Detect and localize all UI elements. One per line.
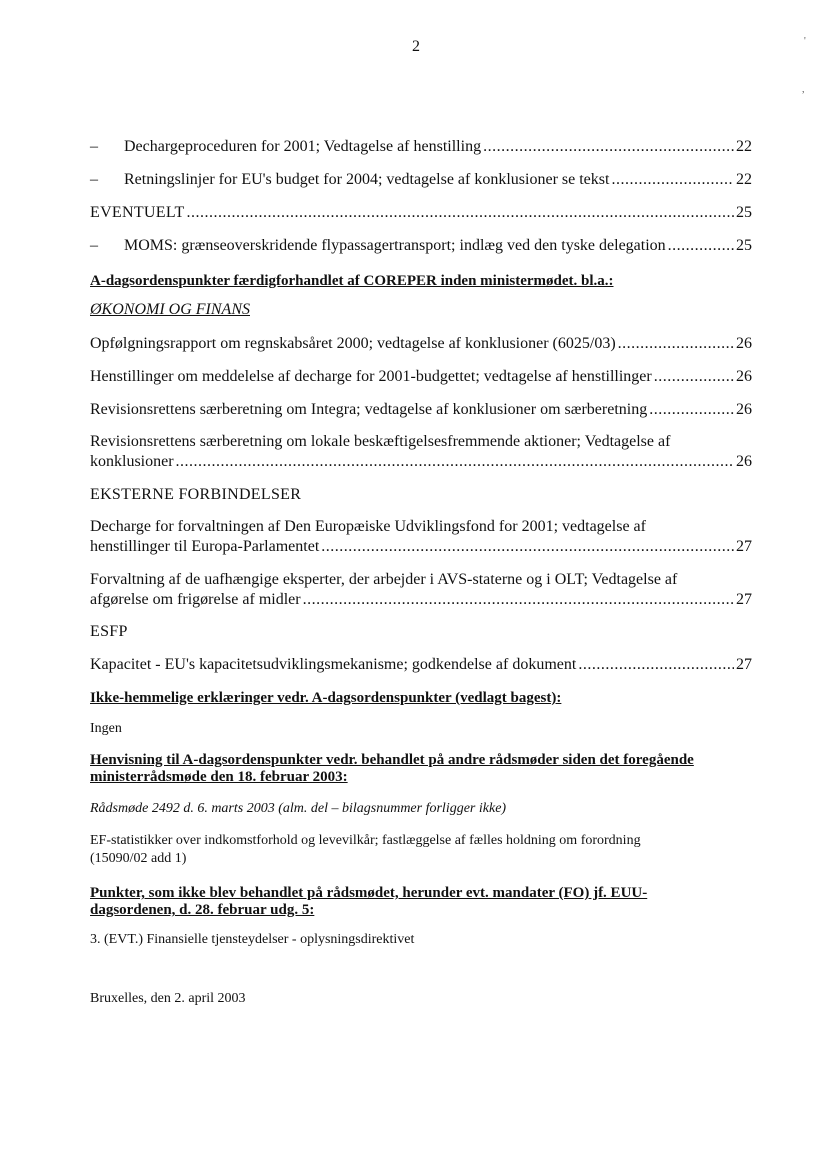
henvisning-heading-line2: ministerrådsmøde den 18. februar 2003: [90, 769, 348, 785]
page-number: 2 [412, 38, 420, 55]
toc-entry [90, 170, 752, 190]
punkter-item: 3. (EVT.) Finansielle tjensteydelser - oplysningsdirektivet [90, 932, 415, 947]
leader-dots [649, 400, 734, 420]
toc-entry-text: afgørelse om frigørelse af midler [90, 591, 301, 608]
toc-entry-text: Dechargeproceduren for 2001; Vedtagelse af henstilling [124, 138, 482, 155]
toc-page-number: 26 [736, 335, 752, 352]
toc-entry [90, 236, 752, 256]
toc-entry-text: Henstillinger om meddelelse af decharge for 2001-budgettet; vedtagelse af henstillinger [90, 368, 652, 385]
ef-statistikker-line1: EF-statistikker over indkomstforhold og levevilkår; fastlæggelse af fælles holdning om forordning [90, 833, 641, 848]
ef-statistikker-line2: (15090/02 add 1) [90, 851, 187, 866]
leader-dots [668, 236, 734, 256]
leader-dots [187, 203, 734, 223]
toc-page-number: 26 [736, 401, 752, 418]
toc-entry [90, 334, 752, 354]
toc-page-number: 26 [736, 368, 752, 385]
leader-dots [321, 537, 734, 557]
toc-page-number: 26 [736, 453, 752, 470]
eksterne-heading: EKSTERNE FORBINDELSER [90, 486, 302, 503]
footer-place-date: Bruxelles, den 2. april 2003 [90, 991, 246, 1006]
toc-entry [90, 367, 752, 387]
leader-dots [303, 590, 734, 610]
leader-dots [611, 170, 734, 190]
toc-entry-line1: Revisionsrettens særberetning om lokale beskæftigelsesfremmende aktioner; Vedtagelse af [90, 433, 671, 450]
toc-entry [90, 400, 752, 420]
ikke-hemmelige-text: Ingen [90, 721, 122, 736]
leader-dots [483, 137, 734, 157]
dash: – [90, 138, 98, 155]
punkter-heading-line1: Punkter, som ikke blev behandlet på rådsmødet, herunder evt. mandater (FO) jf. EUU- [90, 885, 648, 901]
leader-dots [618, 334, 734, 354]
toc-page-number: 25 [736, 204, 752, 221]
toc-page-number: 22 [736, 171, 752, 188]
dash: – [90, 171, 98, 188]
toc-entry-line1: Forvaltning af de uafhængige eksperter, der arbejder i AVS-staterne og i OLT; Vedtagelse af [90, 571, 678, 588]
toc-entry-text: Revisionsrettens særberetning om Integra; vedtagelse af konklusioner om særberetning [90, 401, 648, 418]
toc-entry-text: Retningslinjer for EU's budget for 2004; vedtagelse af konklusioner se tekst [124, 171, 610, 188]
toc-entry [90, 590, 752, 610]
toc-entry [90, 137, 752, 157]
toc-page-number: 27 [736, 656, 752, 673]
dash: – [90, 237, 98, 254]
toc-entry [90, 537, 752, 557]
toc-entry [90, 452, 752, 472]
a-items-heading: A-dagsordenspunkter færdigforhandlet af COREPER inden ministermødet. bl.a.: [90, 273, 614, 289]
toc-entry-text: Kapacitet - EU's kapacitetsudviklingsmekanisme; godkendelse af dokument [90, 656, 577, 673]
toc-page-number: 27 [736, 538, 752, 555]
raadsmoede-reference: Rådsmøde 2492 d. 6. marts 2003 (alm. del – bilagsnummer forligger ikke) [90, 801, 507, 816]
scan-mark: ' [804, 36, 806, 47]
okonomi-heading: ØKONOMI OG FINANS [90, 301, 250, 318]
toc-entry-text: MOMS: grænseoverskridende flypassagertransport; indlæg ved den tyske delegation [124, 237, 666, 254]
toc-entry-text: EVENTUELT [90, 204, 185, 221]
scan-mark: , [802, 84, 805, 95]
toc-entry-text: konklusioner [90, 453, 174, 470]
henvisning-heading-line1: Henvisning til A-dagsordenspunkter vedr. behandlet på andre rådsmøder siden det foregående [90, 752, 694, 768]
toc-page-number: 22 [736, 138, 752, 155]
leader-dots [654, 367, 734, 387]
toc-page-number: 27 [736, 591, 752, 608]
toc-page-number: 25 [736, 237, 752, 254]
toc-entry-text: Opfølgningsrapport om regnskabsåret 2000; vedtagelse af konklusioner (6025/03) [90, 335, 616, 352]
leader-dots [578, 655, 734, 675]
ikke-hemmelige-heading: Ikke-hemmelige erklæringer vedr. A-dagsordenspunkter (vedlagt bagest): [90, 690, 562, 706]
toc-entry [90, 655, 752, 675]
toc-entry-eventuelt [90, 203, 752, 223]
punkter-heading-line2: dagsordenen, d. 28. februar udg. 5: [90, 902, 315, 918]
leader-dots [176, 452, 734, 472]
toc-entry-text: henstillinger til Europa-Parlamentet [90, 538, 320, 555]
toc-entry-line1: Decharge for forvaltningen af Den Europæiske Udviklingsfond for 2001; vedtagelse af [90, 518, 646, 535]
esfp-heading: ESFP [90, 623, 128, 640]
